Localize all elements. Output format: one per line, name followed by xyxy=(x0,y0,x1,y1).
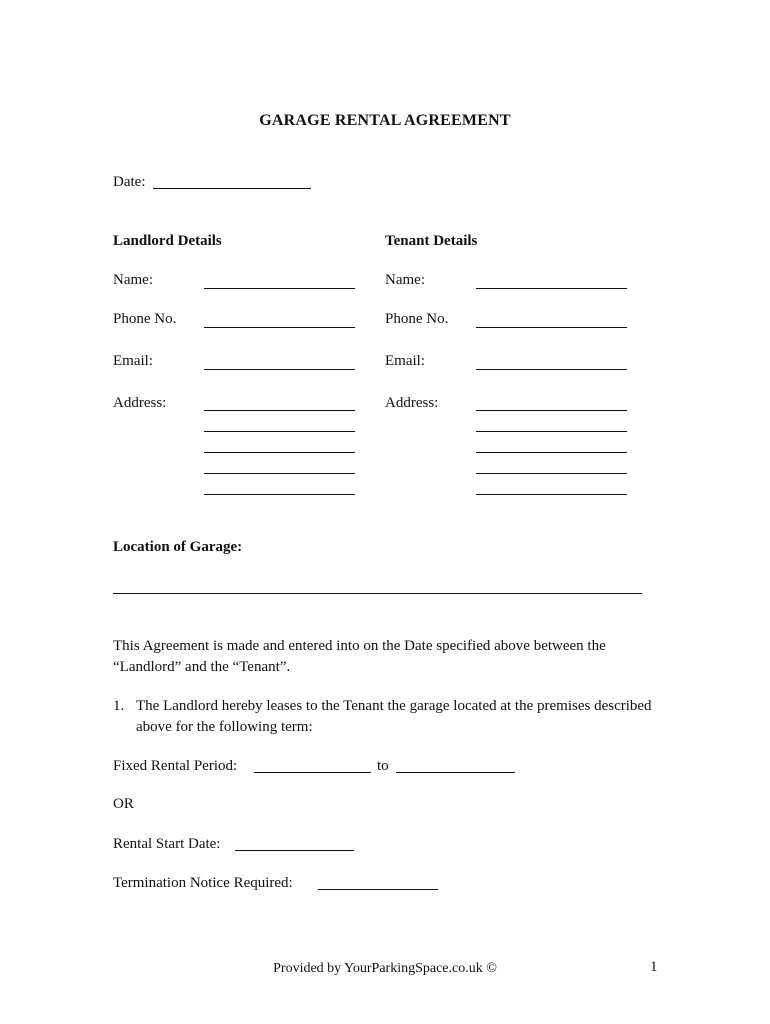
landlord-address-line[interactable] xyxy=(204,494,355,495)
date-field[interactable] xyxy=(153,188,311,189)
page-number: 1 xyxy=(650,959,658,975)
fixed-period-label: Fixed Rental Period: xyxy=(113,758,238,774)
landlord-name-field[interactable] xyxy=(204,288,355,289)
fixed-period-to-label: to xyxy=(377,758,389,774)
termination-notice-label: Termination Notice Required: xyxy=(113,875,293,891)
landlord-address-line[interactable] xyxy=(204,410,355,411)
landlord-email-field[interactable] xyxy=(204,369,355,370)
tenant-address-label: Address: xyxy=(385,395,439,411)
footer-provided-by: Provided by YourParkingSpace.co.uk © xyxy=(273,961,497,976)
tenant-name-field[interactable] xyxy=(476,288,627,289)
tenant-address-line[interactable] xyxy=(476,431,627,432)
clause-1-text: The Landlord hereby leases to the Tenant the garage located at the premises described above for the following term: xyxy=(136,698,652,735)
tenant-address-line[interactable] xyxy=(476,494,627,495)
fixed-period-to-field[interactable] xyxy=(396,772,515,773)
start-date-label: Rental Start Date: xyxy=(113,836,221,852)
or-label: OR xyxy=(113,796,134,812)
tenant-address-line[interactable] xyxy=(476,452,627,453)
tenant-email-label: Email: xyxy=(385,353,425,369)
landlord-address-line[interactable] xyxy=(204,452,355,453)
fixed-period-from-field[interactable] xyxy=(254,772,371,773)
landlord-phone-label: Phone No. xyxy=(113,311,177,327)
tenant-details-heading: Tenant Details xyxy=(385,233,478,249)
landlord-address-line[interactable] xyxy=(204,473,355,474)
tenant-address-line[interactable] xyxy=(476,473,627,474)
tenant-phone-label: Phone No. xyxy=(385,311,449,327)
location-field[interactable] xyxy=(113,593,642,594)
date-label: Date: xyxy=(113,174,146,190)
clause-number: 1. xyxy=(113,698,125,714)
landlord-email-label: Email: xyxy=(113,353,153,369)
landlord-address-line[interactable] xyxy=(204,431,355,432)
intro-paragraph: This Agreement is made and entered into on the Date specified above between the “Landlord” and the “Tenant”. xyxy=(113,638,606,675)
tenant-email-field[interactable] xyxy=(476,369,627,370)
document-title: GARAGE RENTAL AGREEMENT xyxy=(259,112,511,129)
landlord-details-heading: Landlord Details xyxy=(113,233,222,249)
landlord-name-label: Name: xyxy=(113,272,153,288)
start-date-field[interactable] xyxy=(235,850,354,851)
landlord-address-label: Address: xyxy=(113,395,167,411)
landlord-phone-field[interactable] xyxy=(204,327,355,328)
tenant-phone-field[interactable] xyxy=(476,327,627,328)
tenant-address-line[interactable] xyxy=(476,410,627,411)
termination-notice-field[interactable] xyxy=(318,889,438,890)
tenant-name-label: Name: xyxy=(385,272,425,288)
location-heading: Location of Garage: xyxy=(113,539,243,555)
